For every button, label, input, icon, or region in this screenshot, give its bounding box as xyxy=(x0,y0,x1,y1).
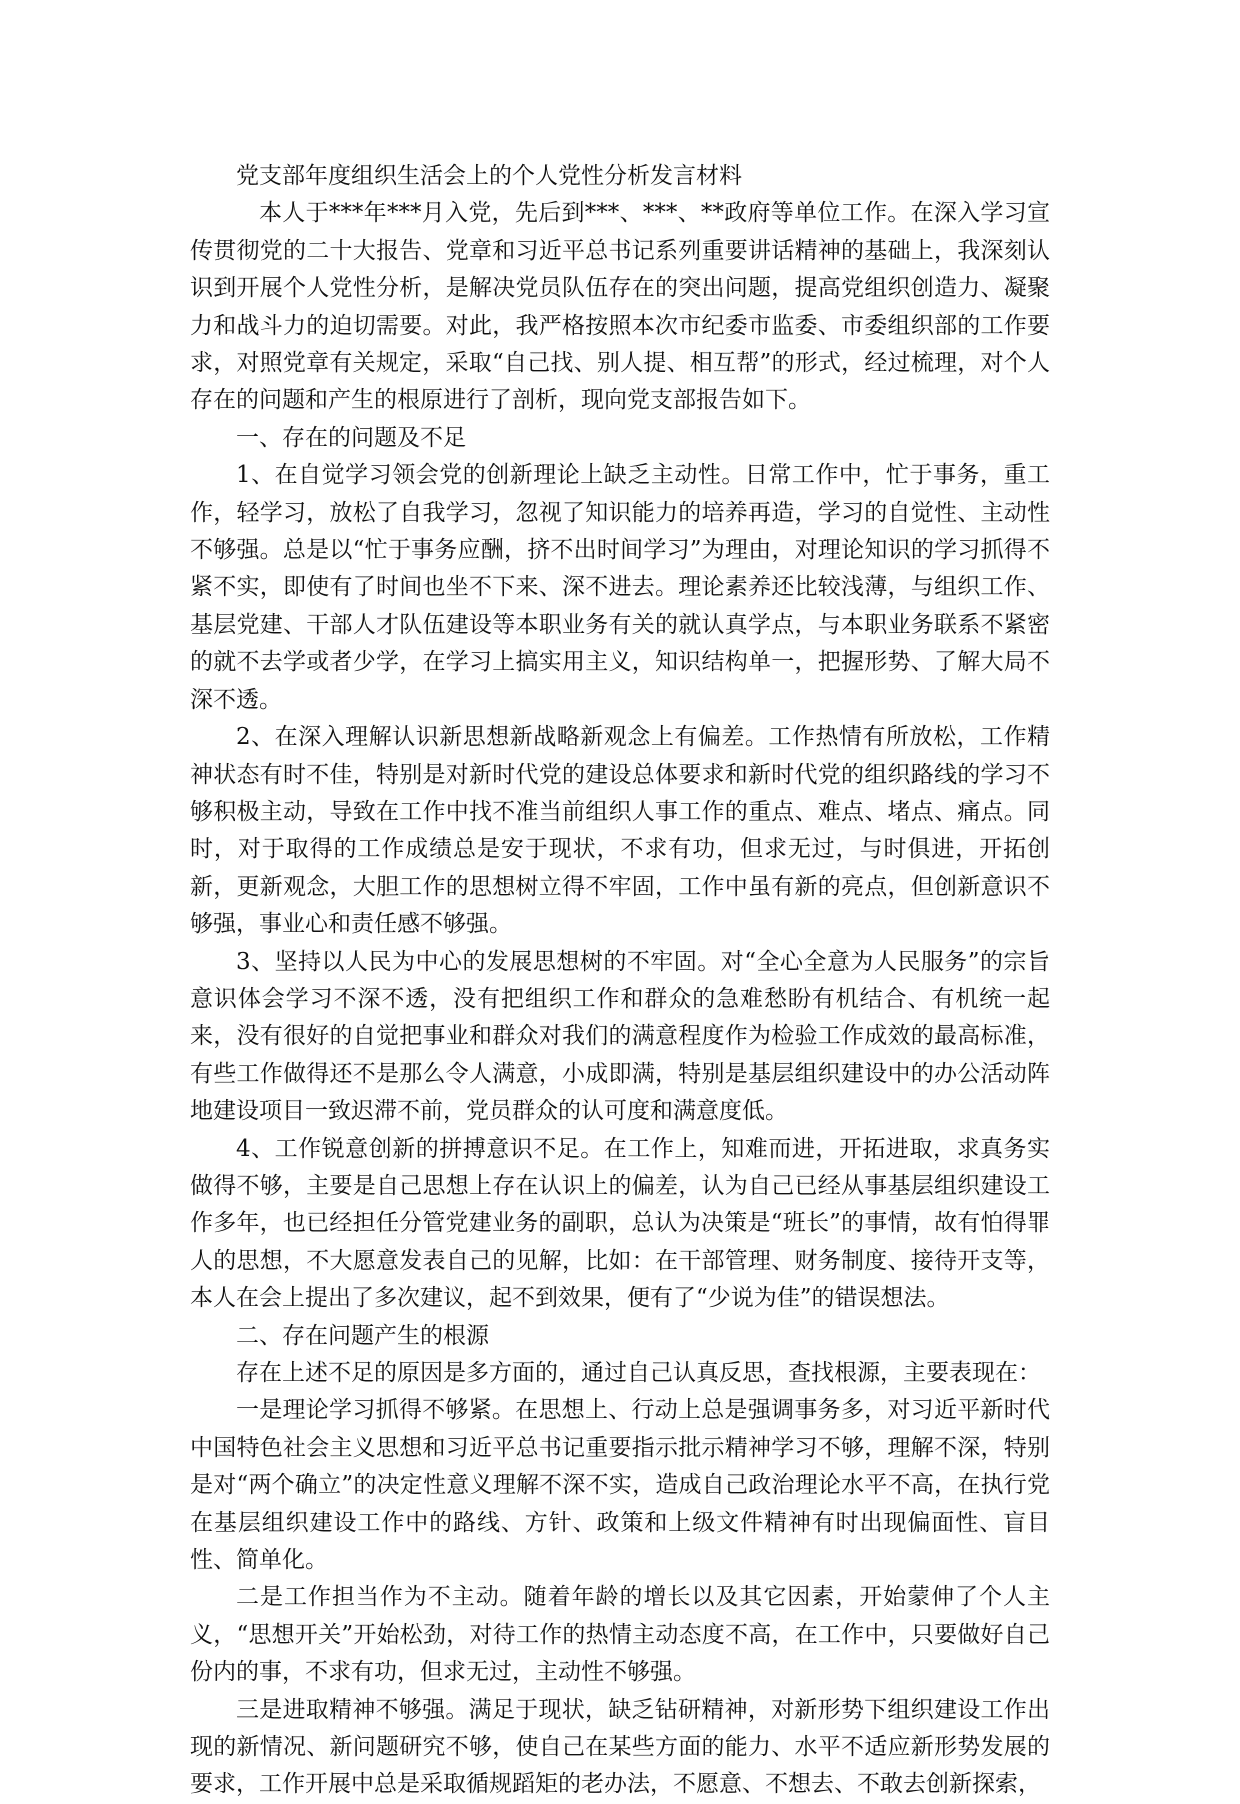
paragraph: 3、坚持以人民为中心的发展思想树的不牢固。对“全心全意为人民服务”的宗旨意识体会学习不深不透，没有把组织工作和群众的急难愁盼有机结合、有机统一起来，没有很好的自觉把事业和群众对我们的满意程度作为检验工作成效的最高标准，有些工作做得还不是那么令人满意，小成即满，特别是基层组织建设中的办公活动阵地建设项目一致迟滞不前，党员群众的认可度和满意度低。 xyxy=(190,948,1050,1125)
intro-paragraph: 本人于***年***月入党，先后到***、***、**政府等单位工作。在深入学习宣传贯彻党的二十大报告、党章和习近平总书记系列重要讲话精神的基础上，我深刻认识到开展个人党性分析，是解决党员队伍存在的突出问题，提高党组织创造力、凝聚力和战斗力的迫切需要。对此，我严格按照本次市纪委市监委、市委组织部的工作要求，对照党章有关规定，采取“自己找、别人提、相互帮”的形式，经过梳理，对个人存在的问题和产生的根原进行了剖析，现向党支部报告如下。 xyxy=(190,200,1050,414)
paragraph: 存在上述不足的原因是多方面的，通过自己认真反思，查找根源，主要表现在： xyxy=(236,1360,1041,1386)
paragraph: 一是理论学习抓得不够紧。在思想上、行动上总是强调事务多，对习近平新时代中国特色社会主义思想和习近平总书记重要指示批示精神学习不够，理解不深，特别是对“两个确立”的决定性意义理解不深不实，造成自己政治理论水平不高，在执行党在基层组织建设工作中的路线、方针、政策和上级文件精神有时出现偏面性、盲目性、简单化。 xyxy=(190,1397,1050,1574)
paragraph: 三是进取精神不够强。满足于现状，缺乏钻研精神，对新形势下组织建设工作出现的新情况、新问题研究不够，使自己在某些方面的能力、水平不适应新形势发展的要求，工作开展中总是采取循规蹈矩的老办法，不愿意、不想去、不敢去创新探索， xyxy=(190,1696,1050,1798)
document-body xyxy=(190,158,1050,1804)
paragraph: 4、工作锐意创新的拼搏意识不足。在工作上，知难而进，开拓进取，求真务实做得不够，主要是自己思想上存在认识上的偏差，认为自己已经从事基层组织建设工作多年，也已经担任分管党建业务的副职，总认为决策是“班长”的事情，故有怕得罪人的思想，不大愿意发表自己的见解，比如：在干部管理、财务制度、接待开支等，本人在会上提出了多次建议，起不到效果，便有了“少说为佳”的错误想法。 xyxy=(190,1135,1050,1312)
section-heading-root-causes: 二、存在问题产生的根源 xyxy=(236,1322,489,1349)
paragraph: 1、在自觉学习领会党的创新理论上缺乏主动性。日常工作中，忙于事务，重工作，轻学习，放松了自我学习，忽视了知识能力的培养再造，学习的自觉性、主动性不够强。总是以“忙于事务应酬，挤不出时间学习”为理由，对理论知识的学习抓得不紧不实，即使有了时间也坐不下来、深不进去。理论素养还比较浅薄，与组织工作、基层党建、干部人才队伍建设等本职业务有关的就认真学点，与本职业务联系不紧密的就不去学或者少学，在学习上搞实用主义，知识结构单一，把握形势、了解大局不深不透。 xyxy=(190,462,1050,713)
paragraph: 二是工作担当作为不主动。随着年龄的增长以及其它因素，开始蒙伸了个人主义，“思想开关”开始松劲，对待工作的热情主动态度不高，在工作中，只要做好自己份内的事，不求有功，但求无过，主动性不够强。 xyxy=(190,1584,1050,1686)
section-heading-problems: 一、存在的问题及不足 xyxy=(236,424,466,451)
paragraph: 2、在深入理解认识新思想新战略新观念上有偏差。工作热情有所放松，工作精神状态有时不佳，特别是对新时代党的建设总体要求和新时代党的组织路线的学习不够积极主动，导致在工作中找不准当前组织人事工作的重点、难点、堵点、痛点。同时，对于取得的工作成绩总是安于现状，不求有功，但求无过，与时俱进，开拓创新，更新观念，大胆工作的思想树立得不牢固，工作中虽有新的亮点，但创新意识不够强，事业心和责任感不够强。 xyxy=(190,724,1050,938)
document-title: 党支部年度组织生活会上的个人党性分析发言材料 xyxy=(236,163,742,189)
